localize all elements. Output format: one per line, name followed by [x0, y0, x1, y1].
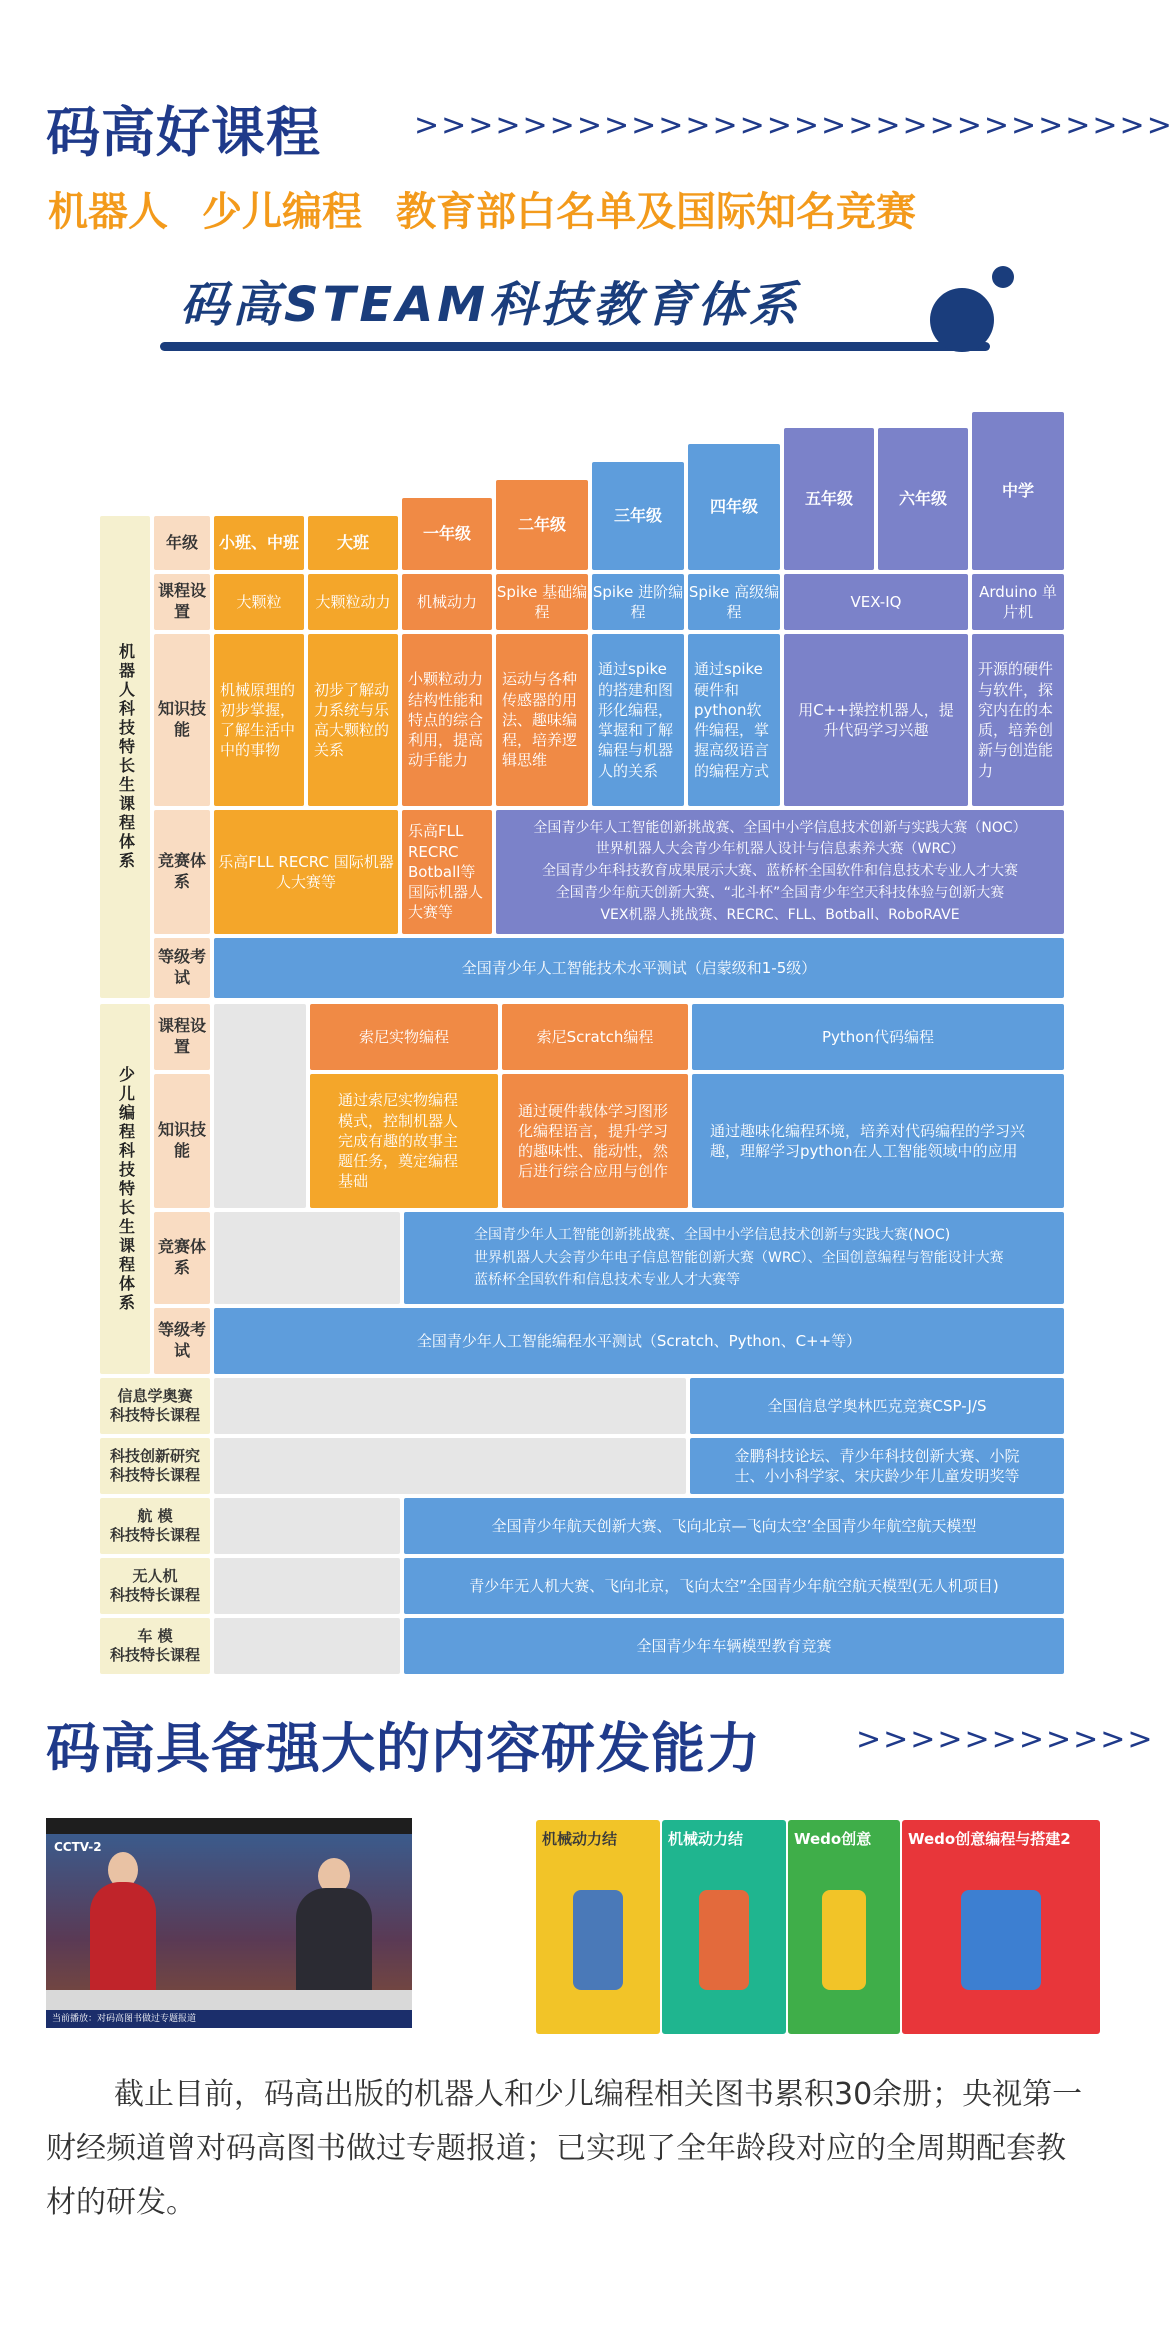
robot-skill-g3: 通过spike的搭建和图形化编程，掌握和了解编程与机器人的关系	[592, 634, 684, 806]
robot-skill-vexiq: 用C++操控机器人，提升代码学习兴趣	[784, 634, 968, 806]
coding-comp-main	[404, 1212, 1064, 1304]
robot-course-vexiq: VEX-IQ	[784, 574, 968, 630]
grade-header-k2: 大班	[308, 516, 398, 570]
aeromodel-label-1: 航 模	[137, 1506, 173, 1525]
coding-comp-label: 竞赛体系	[154, 1212, 210, 1304]
robot-comp-line-4: 全国青少年航天创新大赛、“北斗杯”全国青少年空天科技体验与创新大赛	[555, 884, 1005, 901]
published-books	[536, 1820, 1100, 2034]
robot-skill-g2: 运动与各种传感器的用法、趣味编程，培养逻辑思维	[496, 634, 588, 806]
robot-course-k2: 大颗粒动力	[308, 574, 398, 630]
carmodel-label-2: 科技特长课程	[109, 1646, 200, 1664]
aeromodel-empty	[214, 1498, 400, 1554]
coding-comp-line-1: 全国青少年人工智能创新挑战赛、全国中小学信息技术创新与实践大赛(NOC)	[474, 1227, 951, 1244]
robot-course-g4: Spike 高级编程	[688, 574, 780, 630]
book-title-3: Wedo创意	[794, 1830, 872, 1848]
robot-comp-line-3: 全国青少年科技教育成果展示大赛、蓝桥杯全国软件和信息技术专业人才大赛	[542, 863, 1018, 880]
robot-skills-label: 知识技能	[154, 634, 210, 806]
coding-comp-line-3: 蓝桥杯全国软件和信息技术专业人才大赛等	[474, 1272, 740, 1289]
coding-course-sony-physical: 索尼实物编程	[310, 1004, 498, 1070]
olympiad-empty	[214, 1378, 686, 1434]
course-subtitle	[48, 180, 950, 237]
robot-illustration-icon	[573, 1890, 623, 1990]
book-cover-2	[662, 1820, 786, 2034]
carmodel-label	[100, 1618, 210, 1674]
robot-skill-k2: 初步了解动力系统与乐高大颗粒的关系	[308, 634, 398, 806]
book-cover-3	[788, 1820, 900, 2034]
coding-comp-empty	[214, 1212, 400, 1304]
arrow-decoration-2: >>>>>>>>>>>	[856, 1722, 1155, 1757]
coding-skills-label: 知识技能	[154, 1074, 210, 1208]
coding-skill-python: 通过趣味化编程环境，培养对代码编程的学习兴趣，理解学习python在人工智能领域中的应用	[692, 1074, 1064, 1208]
subtitle-coding: 少儿编程	[202, 189, 362, 235]
grade-header-g5: 五年级	[784, 428, 874, 570]
innovation-label-2: 科技特长课程	[109, 1466, 200, 1484]
drone-empty	[214, 1558, 400, 1614]
coding-skill-sony-scratch: 通过硬件载体学习图形化编程语言，提升学习的趣味性、能动性，然后进行综合应用与创作	[502, 1074, 688, 1208]
innovation-label	[100, 1438, 210, 1494]
banner-planet-icon	[930, 288, 994, 352]
drone-label	[100, 1558, 210, 1614]
drone-label-1: 无人机	[132, 1566, 178, 1585]
robot-skill-arduino: 开源的硬件与软件，探究内在的本质，培养创新与创造能力	[972, 634, 1064, 806]
coding-empty-kindergarten	[214, 1004, 306, 1208]
section-title-courses: 码高好课程	[46, 101, 321, 164]
coding-course-label: 课程设置	[154, 1004, 210, 1070]
grade-header-g2: 二年级	[496, 480, 588, 570]
carmodel-label-1: 车 模	[137, 1626, 173, 1645]
arrow-decoration: >>>>>>>>>>>>>>>>>>>>>>>>>>>>	[414, 108, 1174, 143]
book-title-2: 机械动力结	[668, 1830, 744, 1848]
grade-header-k1: 小班、中班	[214, 516, 304, 570]
robot-exam-label: 等级考试	[154, 938, 210, 998]
subtitle-competition: 教育部白名单及国际知名竞赛	[396, 189, 916, 235]
grade-header-g6: 六年级	[878, 428, 968, 570]
news-ticker: 当前播放：对码高图书做过专题报道	[46, 2010, 412, 2028]
olympiad-label-2: 科技特长课程	[109, 1406, 200, 1424]
banner-underline	[160, 342, 990, 351]
guest-figure	[296, 1888, 372, 2004]
host-figure	[90, 1882, 156, 2002]
coding-exam: 全国青少年人工智能编程水平测试（Scratch、Python、C++等）	[214, 1308, 1064, 1374]
coding-course-python: Python代码编程	[692, 1004, 1064, 1070]
studio-desk	[46, 1990, 412, 2010]
coding-exam-label: 等级考试	[154, 1308, 210, 1374]
robot-course-g2: Spike 基础编程	[496, 574, 588, 630]
aeromodel-label	[100, 1498, 210, 1554]
drone-comp: 青少年无人机大赛、飞向北京，飞向太空”全国青少年航空航天模型(无人机项目)	[404, 1558, 1064, 1614]
robot-comp-g1: 乐高FLL RECRC Botball等 国际机器人大赛等	[402, 810, 492, 934]
robot-skill-g4: 通过spike硬件和python软件编程，掌握高级语言的编程方式	[688, 634, 780, 806]
robot-comp-label: 竞赛体系	[154, 810, 210, 934]
robot-skill-k1: 机械原理的初步掌握，了解生活中中的事物	[214, 634, 304, 806]
robot-comp-kindergarten: 乐高FLL RECRC 国际机器人大赛等	[214, 810, 398, 934]
research-paragraph: 截止目前，码高出版的机器人和少儿编程相关图书累积30余册；央视第一财经频道曾对码高图书做过专题报道；已实现了全年龄段对应的全周期配套教材的研发。	[46, 2077, 1083, 2220]
grade-header-g1: 一年级	[402, 498, 492, 570]
book-title-1: 机械动力结	[542, 1830, 618, 1848]
robot-category-label: 机器人科技特长生课程体系	[100, 516, 150, 998]
banner-moon-icon	[992, 266, 1014, 288]
robot-comp-line-2: 世界机器人大会青少年机器人设计与信息素养大赛（WRC）	[595, 841, 965, 858]
robot-course-arduino: Arduino 单片机	[972, 574, 1064, 630]
coding-comp-line-2: 世界机器人大会青少年电子信息智能创新大赛（WRC）、全国创意编程与智能设计大赛	[474, 1249, 1004, 1266]
olympiad-label	[100, 1378, 210, 1434]
innovation-empty	[214, 1438, 686, 1494]
robot-comp-line-1: 全国青少年人工智能创新挑战赛、全国中小学信息技术创新与实践大赛（NOC）	[533, 819, 1027, 836]
subtitle-robot: 机器人	[48, 189, 168, 235]
robot-course-label: 课程设置	[154, 574, 210, 630]
steam-banner	[160, 262, 1020, 360]
section-title-research: 码高具备强大的内容研发能力	[46, 1717, 761, 1780]
robot-course-k1: 大颗粒	[214, 574, 304, 630]
aeromodel-label-2: 科技特长课程	[109, 1526, 200, 1544]
grade-header-g4: 四年级	[688, 444, 780, 570]
drone-label-2: 科技特长课程	[109, 1586, 200, 1604]
robot-illustration-icon	[961, 1890, 1040, 1990]
innovation-label-1: 科技创新研究	[109, 1446, 200, 1465]
robot-comp-main	[496, 810, 1064, 934]
book-cover-4	[902, 1820, 1100, 2034]
robot-exam: 全国青少年人工智能技术水平测试（启蒙级和1-5级）	[214, 938, 1064, 998]
robot-course-g3: Spike 进阶编程	[592, 574, 684, 630]
innovation-comp: 金鹏科技论坛、青少年科技创新大赛、小院士、小小科学家、宋庆龄少年儿童发明奖等	[690, 1438, 1064, 1494]
banner-title: 码高STEAM科技教育体系	[180, 277, 802, 333]
robot-comp-line-5: VEX机器人挑战赛、RECRC、FLL、Botball、RoboRAVE	[600, 906, 960, 923]
aeromodel-comp: 全国青少年航天创新大赛、飞向北京—飞向太空’全国青少年航空航天模型	[404, 1498, 1064, 1554]
olympiad-label-1: 信息学奥赛	[117, 1386, 193, 1405]
robot-illustration-icon	[822, 1890, 867, 1990]
robot-course-g1: 机械动力	[402, 574, 492, 630]
carmodel-comp: 全国青少年车辆模型教育竞赛	[404, 1618, 1064, 1674]
grade-header-middle: 中学	[972, 412, 1064, 570]
grade-header-g3: 三年级	[592, 462, 684, 570]
olympiad-comp: 全国信息学奥林匹克竞赛CSP-J/S	[690, 1378, 1064, 1434]
grade-row-label: 年级	[154, 516, 210, 570]
cctv-logo: CCTV-2	[54, 1840, 102, 1854]
coding-course-sony-scratch: 索尼Scratch编程	[502, 1004, 688, 1070]
carmodel-empty	[214, 1618, 400, 1674]
robot-skill-g1: 小颗粒动力结构性能和特点的综合利用，提高动手能力	[402, 634, 492, 806]
robot-illustration-icon	[699, 1890, 749, 1990]
coding-category-label: 少儿编程科技特长生课程体系	[100, 1004, 150, 1374]
book-title-4: Wedo创意编程与搭建2	[908, 1830, 1071, 1848]
video-player-topbar	[46, 1818, 412, 1834]
book-cover-1	[536, 1820, 660, 2034]
coding-skill-sony-physical: 通过索尼实物编程模式，控制机器人完成有趣的故事主题任务，奠定编程基础	[310, 1074, 498, 1208]
cctv-interview-image	[46, 1818, 412, 2028]
